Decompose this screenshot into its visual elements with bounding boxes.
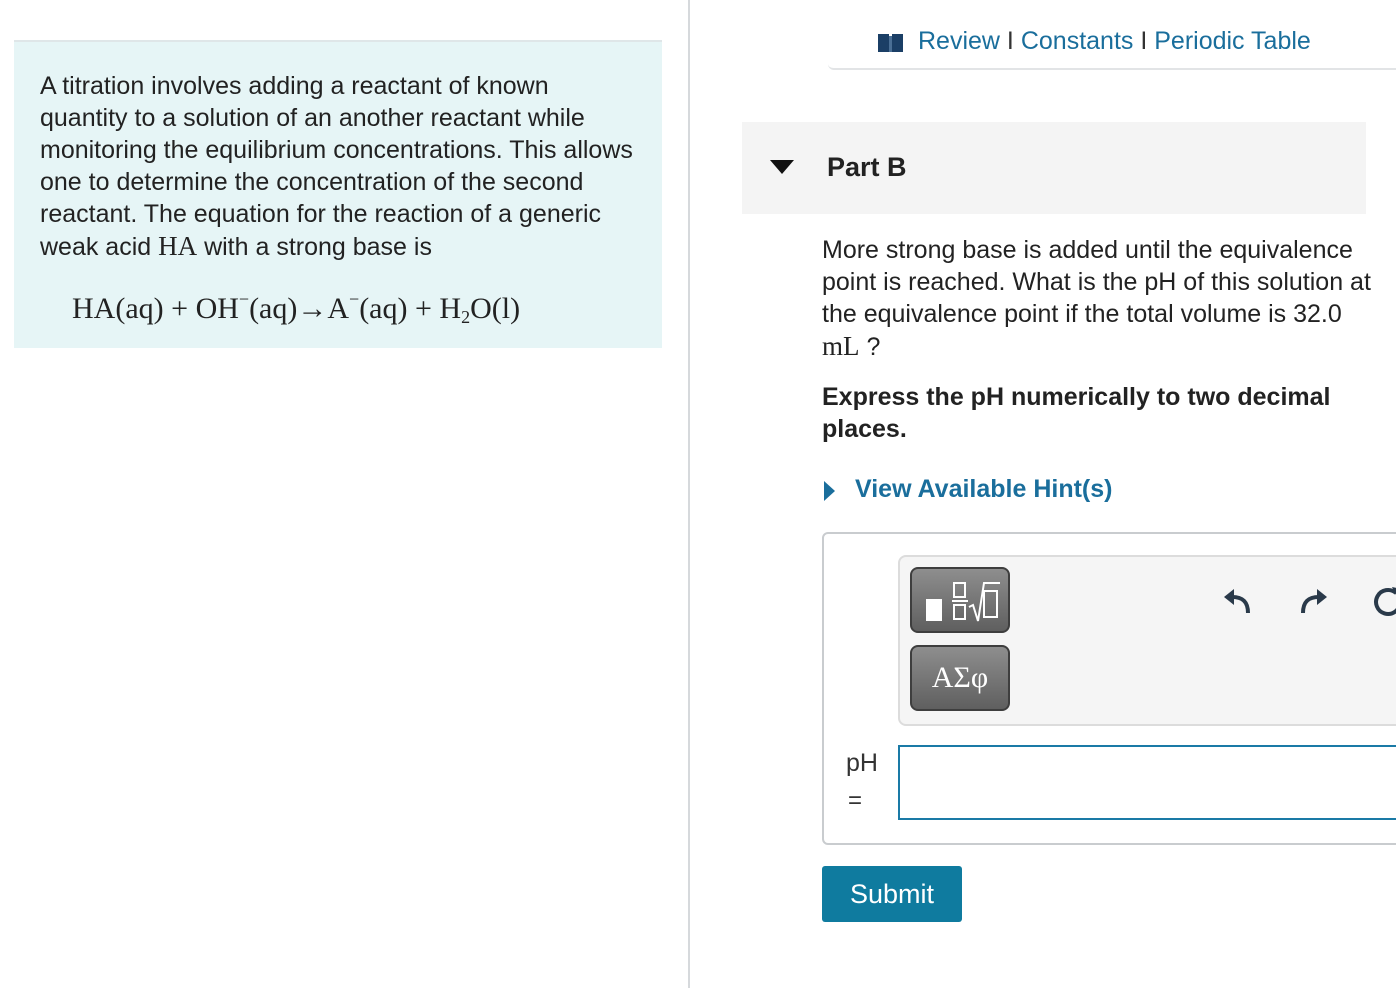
link-separator: I [1133, 27, 1155, 55]
constants-link[interactable]: Constants [1020, 27, 1134, 55]
submit-button[interactable]: Submit [822, 866, 962, 922]
redo-icon[interactable] [1295, 583, 1331, 619]
ph-variable-label: pH [846, 749, 878, 777]
acid-symbol: HA [158, 231, 198, 261]
intro-panel [14, 40, 662, 348]
pane-divider[interactable] [688, 0, 690, 988]
volume-unit: mL [822, 331, 860, 361]
link-separator: I [999, 27, 1021, 55]
question-text: More strong base is added until the equivalence point is reached. What is the pH of this solution at the equivalence point if the total volume is 32.0 mL ? [822, 236, 1371, 361]
greek-symbols-button[interactable] [910, 645, 1010, 711]
answer-instruction: Express the pH numerically to two decimal places. [822, 383, 1331, 443]
resource-links [828, 24, 1396, 70]
part-b-header[interactable] [742, 122, 1366, 214]
reaction-arrow: → [297, 292, 328, 325]
triangle-right-icon[interactable] [824, 481, 835, 501]
templates-button[interactable] [910, 567, 1010, 633]
equals-sign: = [848, 787, 863, 814]
resource-links-row [918, 27, 1311, 56]
greek-symbols-icon: ΑΣφ [931, 661, 989, 694]
book-icon [878, 34, 904, 52]
templates-icon [922, 577, 1002, 625]
intro-text: A titration involves adding a reactant of known quantity to a solution of an another reactant while monitoring the equilibrium concentrations. This allows one to determine the concentration of the second reactant. The equation for the reaction of a generic weak acid HA with a strong base is [40, 72, 633, 261]
reaction-equation: $HA(aq) + OH^-(aq)\to A^-(aq) + H_2O(l)$ [72, 289, 521, 327]
part-title: Part B [827, 152, 907, 182]
view-hints-label[interactable]: View Available Hint(s) [855, 475, 1113, 503]
review-link[interactable]: Review [918, 27, 1000, 55]
answer-box [822, 532, 1396, 845]
ph-answer-input[interactable] [898, 745, 1396, 820]
undo-icon[interactable] [1220, 583, 1256, 619]
periodic-table-link[interactable]: Periodic Table [1154, 27, 1311, 55]
triangle-down-icon[interactable] [770, 160, 794, 174]
reset-icon[interactable] [1370, 583, 1396, 619]
math-toolbar [898, 555, 1396, 726]
